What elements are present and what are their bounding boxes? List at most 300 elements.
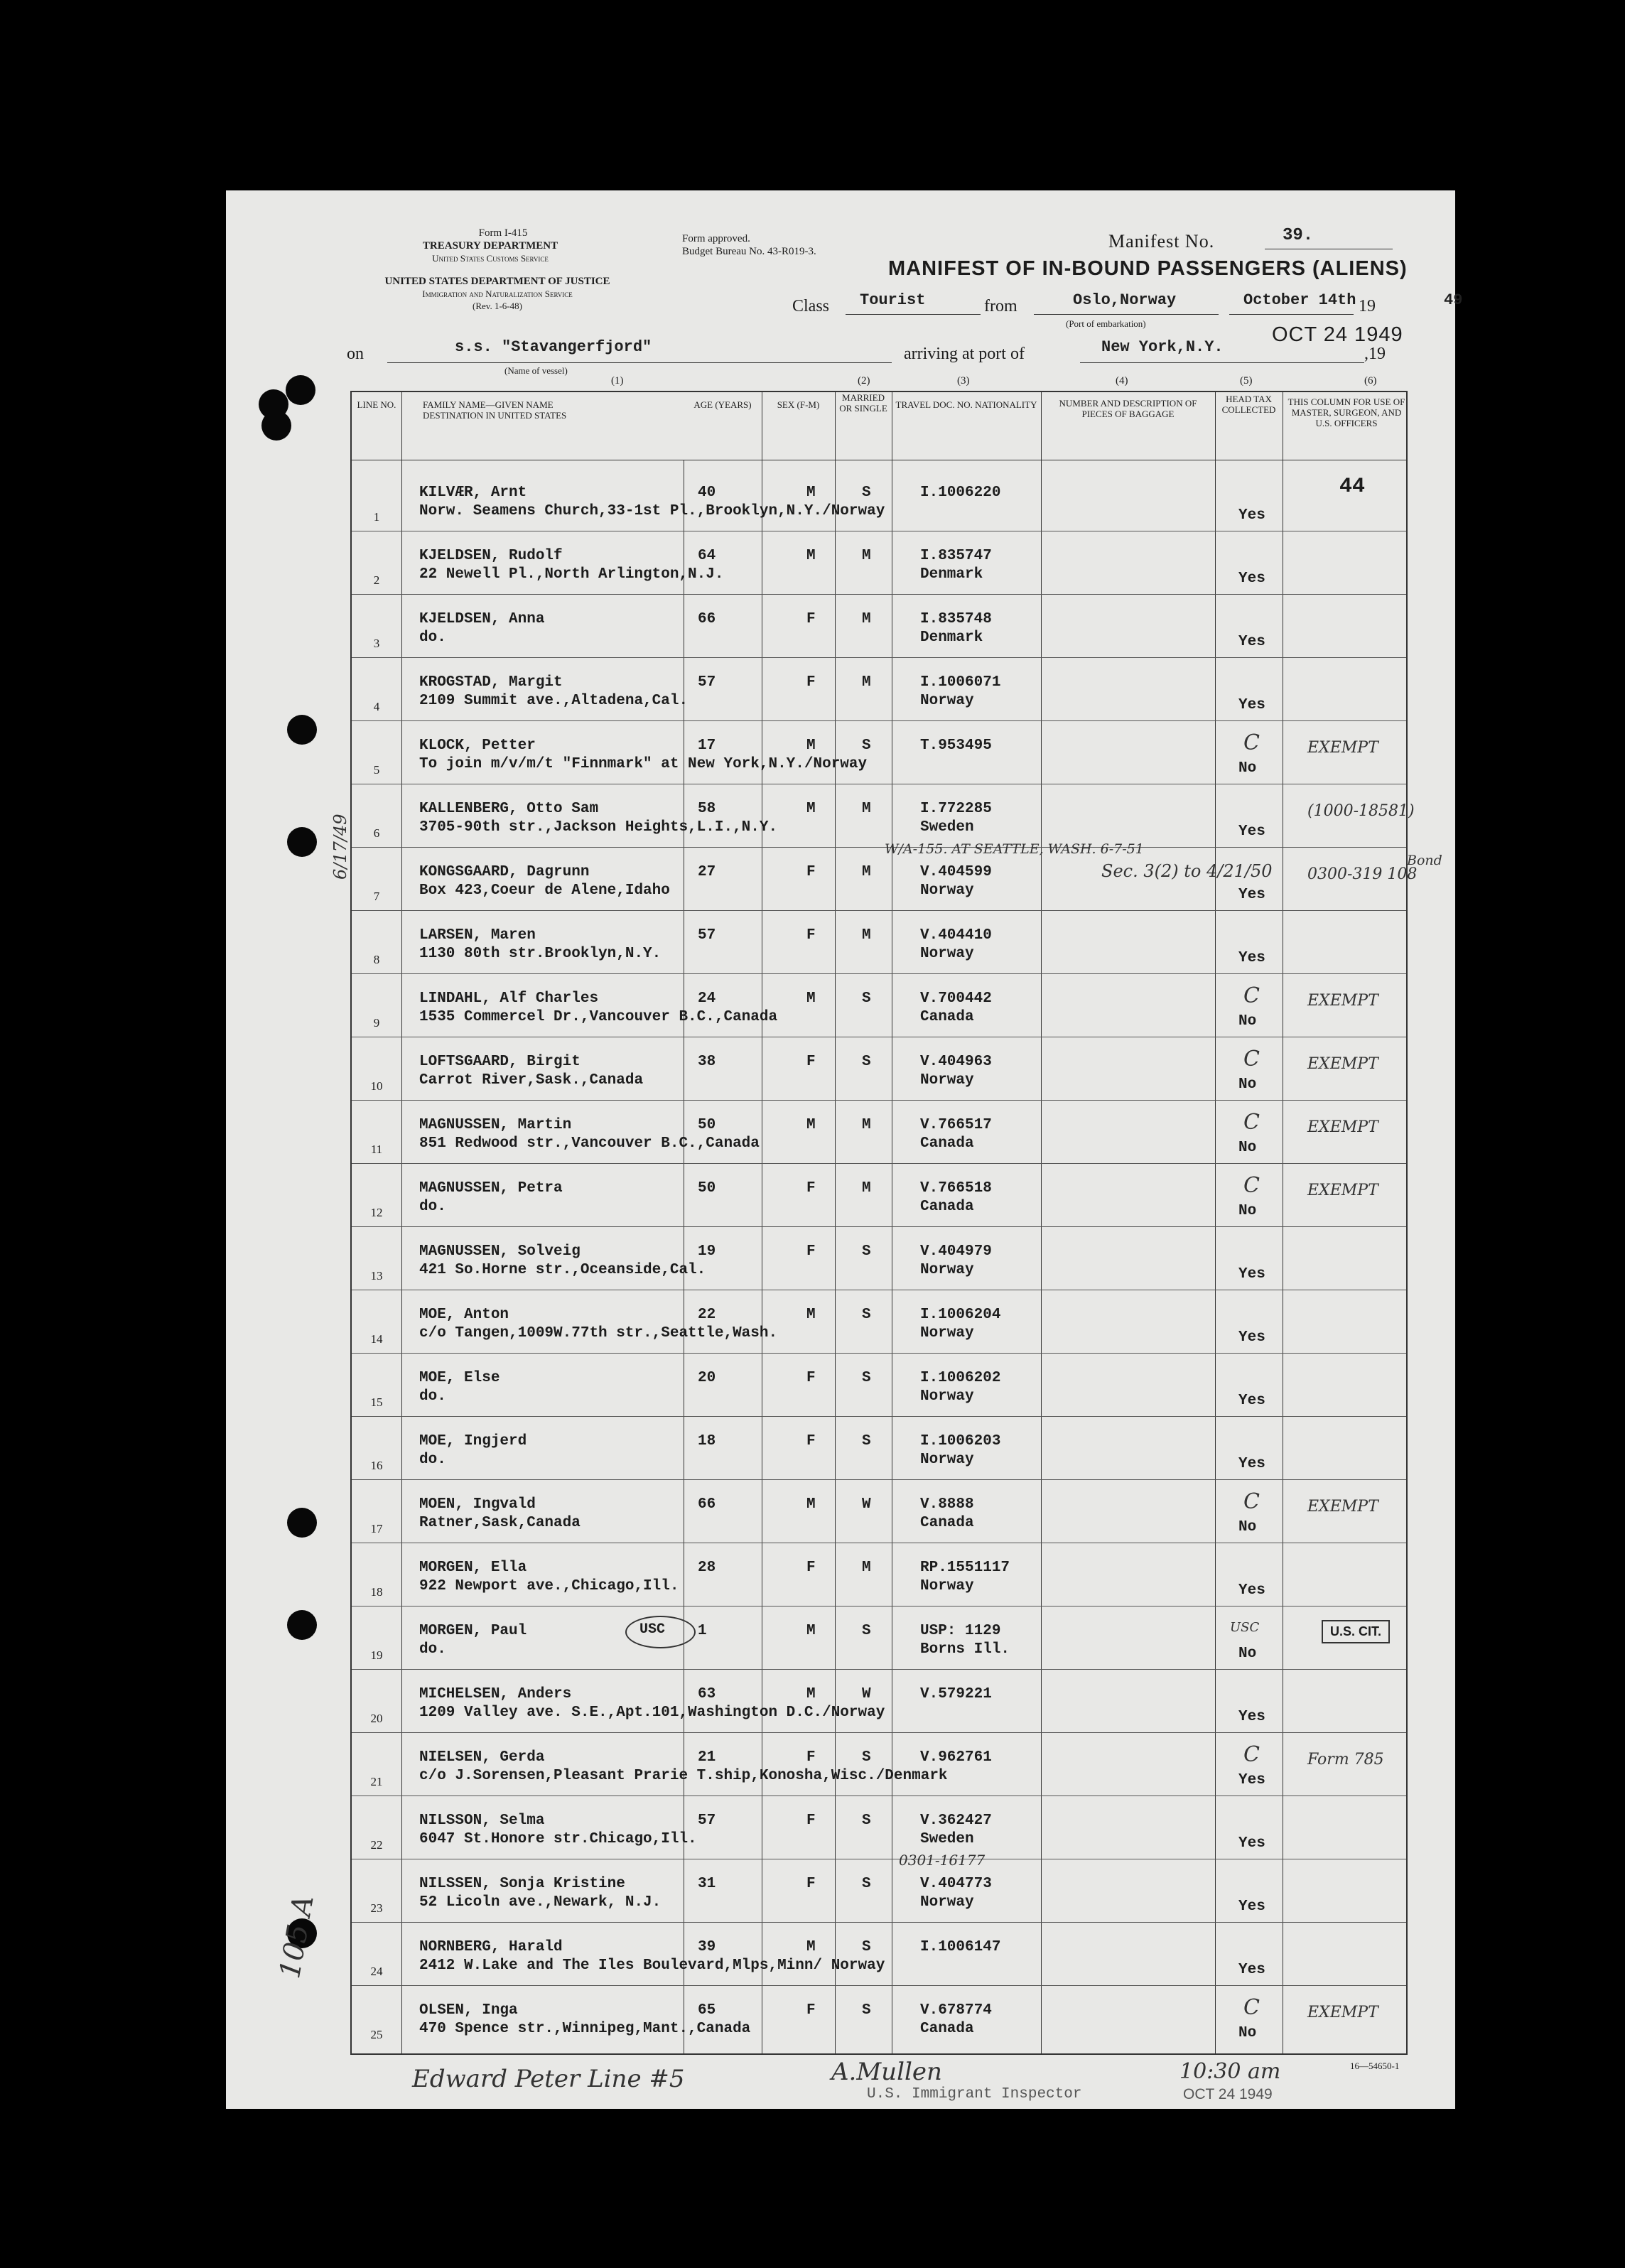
age: 63 bbox=[698, 1686, 716, 1702]
line-number: 6 bbox=[373, 826, 380, 840]
passenger-name: LOFTSGAARD, Birgit bbox=[419, 1054, 581, 1070]
head-tax: Yes bbox=[1238, 634, 1265, 650]
nationality: Norway bbox=[920, 1072, 974, 1089]
age: 17 bbox=[698, 738, 716, 754]
table-row bbox=[352, 1425, 1406, 1488]
table-row bbox=[352, 1298, 1406, 1361]
passenger-name: MOE, Ingjerd bbox=[419, 1433, 527, 1449]
travel-doc-no: I.1006202 bbox=[920, 1370, 1001, 1386]
line-number: 5 bbox=[373, 763, 380, 777]
passenger-name: MOE, Else bbox=[419, 1370, 500, 1386]
destination: do. bbox=[419, 1199, 446, 1215]
destination: Ratner,Sask,Canada bbox=[419, 1515, 581, 1531]
marital-status: M bbox=[862, 611, 871, 627]
head-tax-mark: C bbox=[1243, 983, 1260, 1008]
arrival-date-stamp: OCT 24 1949 bbox=[1272, 323, 1403, 346]
vessel-caption: (Name of vessel) bbox=[504, 365, 568, 376]
sex: F bbox=[806, 1813, 816, 1829]
row-divider bbox=[352, 1985, 1406, 1986]
line-number: 16 bbox=[370, 1459, 383, 1472]
col-num-6: (6) bbox=[1364, 375, 1377, 387]
marital-status: S bbox=[862, 1307, 871, 1323]
destination: do. bbox=[419, 630, 446, 646]
destination: 470 Spence str.,Winnipeg,Mant.,Canada bbox=[419, 2021, 751, 2037]
age: 28 bbox=[698, 1560, 716, 1576]
head-tax-mark: C bbox=[1243, 730, 1260, 755]
officer-note: EXEMPT bbox=[1307, 2004, 1378, 2021]
sex: M bbox=[806, 1623, 816, 1639]
marital-status: S bbox=[862, 485, 871, 501]
passenger-name: NILSSON, Selma bbox=[419, 1813, 545, 1829]
destination: 1209 Valley ave. S.E.,Apt.101,Washington D.C./Norway bbox=[419, 1705, 885, 1721]
margin-date-note: 6/17/49 bbox=[330, 814, 350, 880]
destination: 2109 Summit ave.,Altadena,Cal. bbox=[419, 693, 689, 709]
passenger-name: LARSEN, Maren bbox=[419, 927, 536, 944]
margin-note: 105 A bbox=[274, 1892, 320, 1981]
travel-doc-no: V.362427 bbox=[920, 1813, 992, 1829]
officer-note: Form 785 bbox=[1307, 1751, 1384, 1768]
passenger-name: OLSEN, Inga bbox=[419, 2002, 518, 2019]
row-divider bbox=[352, 1732, 1406, 1733]
line-number: 3 bbox=[373, 637, 380, 650]
line-number: 17 bbox=[370, 1522, 383, 1535]
table-row bbox=[352, 1867, 1406, 1930]
destination: 3705-90th str.,Jackson Heights,L.I.,N.Y. bbox=[419, 819, 778, 836]
age: 38 bbox=[698, 1054, 716, 1070]
table-row bbox=[352, 1994, 1406, 2057]
marital-status: M bbox=[862, 548, 871, 564]
head-tax-mark: C bbox=[1243, 1995, 1260, 2020]
line-number: 14 bbox=[370, 1332, 383, 1346]
table-row bbox=[352, 982, 1406, 1045]
line-number: 15 bbox=[370, 1395, 383, 1409]
travel-doc-no: V.678774 bbox=[920, 2002, 992, 2019]
head-tax: Yes bbox=[1238, 697, 1265, 713]
row-divider bbox=[352, 1353, 1406, 1354]
destination: 421 So.Horne str.,Oceanside,Cal. bbox=[419, 1262, 706, 1278]
row-divider bbox=[352, 847, 1406, 848]
age: 50 bbox=[698, 1180, 716, 1197]
travel-doc-no: V.700442 bbox=[920, 990, 992, 1007]
sex: F bbox=[806, 1433, 816, 1449]
sex: M bbox=[806, 1117, 816, 1133]
dept-of-justice: UNITED STATES DEPARTMENT OF JUSTICE bbox=[384, 276, 610, 287]
inspector-signature: A.Mullen bbox=[831, 2058, 942, 2086]
table-row bbox=[352, 1361, 1406, 1425]
head-tax: Yes bbox=[1238, 1962, 1265, 1978]
passenger-name: LINDAHL, Alf Charles bbox=[419, 990, 599, 1007]
sex: F bbox=[806, 674, 816, 691]
port-of-embarkation: Oslo,Norway bbox=[1073, 291, 1177, 309]
marital-status: M bbox=[862, 1180, 871, 1197]
vessel-name: s.s. "Stavangerfjord" bbox=[455, 338, 652, 356]
officer-note: EXEMPT bbox=[1307, 1118, 1378, 1136]
head-tax: No bbox=[1238, 1076, 1257, 1093]
row-divider bbox=[352, 720, 1406, 721]
age: 57 bbox=[698, 927, 716, 944]
class-label: Class bbox=[792, 297, 830, 315]
year-suffix: ,19 bbox=[1364, 345, 1386, 363]
table-row bbox=[352, 1172, 1406, 1235]
passenger-name: NIELSEN, Gerda bbox=[419, 1749, 545, 1766]
head-tax: Yes bbox=[1238, 1266, 1265, 1282]
nationality: Norway bbox=[920, 693, 974, 709]
head-tax: Yes bbox=[1238, 950, 1265, 966]
nationality: Norway bbox=[920, 1578, 974, 1594]
punch-hole bbox=[287, 715, 317, 745]
row-divider bbox=[352, 594, 1406, 595]
sex: F bbox=[806, 1749, 816, 1766]
class-value: Tourist bbox=[860, 291, 926, 309]
travel-doc-no: I.835747 bbox=[920, 548, 992, 564]
line-number: 22 bbox=[370, 1838, 383, 1852]
sex: M bbox=[806, 738, 816, 754]
line-number: 18 bbox=[370, 1585, 383, 1599]
head-tax-mark: C bbox=[1243, 1110, 1260, 1135]
marital-status: M bbox=[862, 1117, 871, 1133]
line-number: 7 bbox=[373, 890, 380, 903]
passenger-name: KALLENBERG, Otto Sam bbox=[419, 801, 599, 817]
marital-status: S bbox=[862, 990, 871, 1007]
passenger-name: MICHELSEN, Anders bbox=[419, 1686, 572, 1702]
line-number: 8 bbox=[373, 953, 380, 966]
travel-doc-no: V.579221 bbox=[920, 1686, 992, 1702]
col-header-line: LINE NO. bbox=[357, 399, 396, 410]
head-tax: No bbox=[1238, 760, 1257, 777]
manifest-no: 39. bbox=[1283, 226, 1314, 245]
passenger-name: MORGEN, Paul bbox=[419, 1623, 527, 1639]
nationality: Norway bbox=[920, 946, 974, 962]
form-number: Form I-415 bbox=[478, 227, 528, 239]
travel-doc-no: V.766518 bbox=[920, 1180, 992, 1197]
destination: 922 Newport ave.,Chicago,Ill. bbox=[419, 1578, 679, 1594]
sex: M bbox=[806, 801, 816, 817]
nationality: Norway bbox=[920, 1388, 974, 1405]
head-tax: Yes bbox=[1238, 1835, 1265, 1852]
age: 24 bbox=[698, 990, 716, 1007]
age: 20 bbox=[698, 1370, 716, 1386]
travel-doc-no: T.953495 bbox=[920, 738, 992, 754]
sex: M bbox=[806, 548, 816, 564]
head-tax: Yes bbox=[1238, 1393, 1265, 1409]
destination: Carrot River,Sask.,Canada bbox=[419, 1072, 644, 1089]
travel-doc-no: V.8888 bbox=[920, 1496, 974, 1513]
line-number: 9 bbox=[373, 1016, 380, 1030]
row-divider bbox=[352, 1226, 1406, 1227]
destination: 1130 80th str.Brooklyn,N.Y. bbox=[419, 946, 662, 962]
seattle-annotation: W/A-155. AT SEATTLE, WASH. 6-7-51 bbox=[885, 841, 1144, 857]
col-num-3: (3) bbox=[957, 375, 970, 387]
from-label: from bbox=[984, 297, 1017, 315]
row-divider bbox=[352, 1922, 1406, 1923]
marital-status: W bbox=[862, 1496, 871, 1513]
nationality: Denmark bbox=[920, 566, 983, 583]
sex: F bbox=[806, 1560, 816, 1576]
destination: do. bbox=[419, 1641, 446, 1658]
table-row bbox=[352, 792, 1415, 855]
line-number: 4 bbox=[373, 700, 380, 713]
col-header-married: MARRIED OR SINGLE bbox=[839, 392, 887, 414]
passenger-name: MOE, Anton bbox=[419, 1307, 509, 1323]
age: 27 bbox=[698, 864, 716, 880]
col-header-name: FAMILY NAME—GIVEN NAME DESTINATION IN UNITED STATES bbox=[423, 399, 567, 421]
head-tax-mark: USC bbox=[1230, 1620, 1260, 1635]
age: 39 bbox=[698, 1939, 716, 1955]
head-tax: No bbox=[1238, 1519, 1257, 1535]
customs-service: United States Customs Service bbox=[432, 253, 549, 264]
line-number: 12 bbox=[370, 1206, 383, 1219]
table-row bbox=[352, 603, 1406, 666]
marital-status: S bbox=[862, 738, 871, 754]
head-tax-mark: C bbox=[1243, 1047, 1260, 1071]
travel-doc-no: I.772285 bbox=[920, 801, 992, 817]
marital-status: S bbox=[862, 2002, 871, 2019]
destination: Norw. Seamens Church,33-1st Pl.,Brooklyn,N.Y./Norway bbox=[419, 503, 885, 519]
col-header-travel-doc: TRAVEL DOC. NO. NATIONALITY bbox=[895, 399, 1037, 410]
sex: M bbox=[806, 1307, 816, 1323]
head-tax: No bbox=[1238, 2025, 1257, 2041]
punch-hole bbox=[287, 1610, 317, 1640]
age: 19 bbox=[698, 1243, 716, 1260]
head-tax: Yes bbox=[1238, 887, 1265, 903]
destination: 1535 Commercel Dr.,Vancouver B.C.,Canada bbox=[419, 1009, 778, 1025]
head-tax: No bbox=[1238, 1203, 1257, 1219]
nationality: Norway bbox=[920, 1894, 974, 1911]
nationality: Norway bbox=[920, 1262, 974, 1278]
year-prefix: 19 bbox=[1359, 297, 1376, 315]
col-num-1: (1) bbox=[611, 375, 624, 387]
file-number-annotation: 0301-16177 bbox=[899, 1852, 986, 1869]
travel-doc-no: V.404963 bbox=[920, 1054, 992, 1070]
passenger-name: NORNBERG, Harald bbox=[419, 1939, 563, 1955]
head-tax: Yes bbox=[1238, 1456, 1265, 1472]
travel-doc-no: V.404773 bbox=[920, 1876, 992, 1892]
passenger-name: KJELDSEN, Rudolf bbox=[419, 548, 563, 564]
passenger-name: MAGNUSSEN, Solveig bbox=[419, 1243, 581, 1260]
marital-status: S bbox=[862, 1749, 871, 1766]
destination: 851 Redwood str.,Vancouver B.C.,Canada bbox=[419, 1135, 760, 1152]
col-num-2: (2) bbox=[858, 375, 870, 387]
table-row bbox=[352, 1678, 1406, 1741]
age: 66 bbox=[698, 611, 716, 627]
officer-note: EXEMPT bbox=[1307, 1182, 1378, 1199]
sex: F bbox=[806, 1876, 816, 1892]
sex: F bbox=[806, 927, 816, 944]
sex: F bbox=[806, 2002, 816, 2019]
sex: M bbox=[806, 1496, 816, 1513]
passenger-name: KILVÆR, Arnt bbox=[419, 485, 527, 501]
travel-doc-no: V.962761 bbox=[920, 1749, 992, 1766]
table-row bbox=[352, 1235, 1406, 1298]
travel-doc-no: I.1006220 bbox=[920, 485, 1001, 501]
revision: (Rev. 1-6-48) bbox=[473, 301, 522, 311]
line-number: 24 bbox=[370, 1965, 383, 1978]
marital-status: M bbox=[862, 864, 871, 880]
col-header-sex: SEX (F-M) bbox=[777, 399, 820, 410]
inspection-time: 10:30 am bbox=[1179, 2059, 1281, 2084]
col-header-baggage: NUMBER AND DESCRIPTION OF PIECES OF BAGGAGE bbox=[1059, 398, 1197, 419]
table-row bbox=[352, 476, 1406, 539]
nationality: Sweden bbox=[920, 1831, 974, 1847]
officer-note: 0300-319 108 bbox=[1307, 865, 1418, 883]
line-number: 13 bbox=[370, 1269, 383, 1282]
marital-status: S bbox=[862, 1054, 871, 1070]
usc-label: USC bbox=[639, 1621, 666, 1638]
table-row bbox=[352, 1614, 1406, 1678]
row-divider bbox=[352, 1669, 1406, 1670]
row-divider bbox=[352, 910, 1406, 911]
travel-doc-no: V.404410 bbox=[920, 927, 992, 944]
table-row bbox=[352, 919, 1406, 982]
on-label: on bbox=[347, 345, 364, 363]
print-code: 16—54650-1 bbox=[1350, 2061, 1400, 2071]
manifest-no-label: Manifest No. bbox=[1108, 231, 1215, 252]
destination: do. bbox=[419, 1452, 446, 1468]
nationality: Norway bbox=[920, 882, 974, 899]
nationality: Norway bbox=[920, 1452, 974, 1468]
age: 1 bbox=[698, 1623, 707, 1639]
age: 58 bbox=[698, 801, 716, 817]
table-row bbox=[352, 1551, 1406, 1614]
head-tax: Yes bbox=[1238, 1772, 1265, 1788]
row-divider bbox=[352, 973, 1406, 974]
travel-doc-no: USP: 1129 bbox=[920, 1623, 1001, 1639]
bond-annotation: Bond bbox=[1407, 853, 1442, 868]
head-tax: Yes bbox=[1238, 571, 1265, 587]
passenger-name: NILSSEN, Sonja Kristine bbox=[419, 1876, 625, 1892]
destination: Box 423,Coeur de Alene,Idaho bbox=[419, 882, 670, 899]
line-number: 10 bbox=[370, 1079, 383, 1093]
destination: 52 Licoln ave.,Newark, N.J. bbox=[419, 1894, 662, 1911]
sex: M bbox=[806, 1939, 816, 1955]
officer-note: (1000-18581) bbox=[1307, 802, 1415, 820]
sex: F bbox=[806, 1370, 816, 1386]
sex: F bbox=[806, 1054, 816, 1070]
travel-doc-no: I.1006071 bbox=[920, 674, 1001, 691]
inspector-label: U.S. Immigrant Inspector bbox=[867, 2086, 1082, 2102]
row-divider bbox=[352, 1479, 1406, 1480]
punch-hole bbox=[287, 827, 317, 857]
travel-doc-no: I.1006203 bbox=[920, 1433, 1001, 1449]
nationality: Canada bbox=[920, 1009, 974, 1025]
line-number: 2 bbox=[373, 573, 380, 587]
passenger-name: KLOCK, Petter bbox=[419, 738, 536, 754]
officer-note: EXEMPT bbox=[1307, 739, 1378, 757]
line-number: 11 bbox=[370, 1143, 383, 1156]
head-tax-mark: C bbox=[1243, 1173, 1260, 1198]
table-row bbox=[352, 1045, 1406, 1108]
line-number: 23 bbox=[370, 1901, 383, 1915]
col-num-5: (5) bbox=[1240, 375, 1253, 387]
officer-note: EXEMPT bbox=[1307, 1498, 1378, 1516]
nationality: Borns Ill. bbox=[920, 1641, 1010, 1658]
head-tax: Yes bbox=[1238, 1582, 1265, 1599]
budget-bureau: Budget Bureau No. 43-R019-3. bbox=[682, 246, 816, 257]
passenger-name: KONGSGAARD, Dagrunn bbox=[419, 864, 590, 880]
head-tax: Yes bbox=[1238, 1329, 1265, 1346]
age: 65 bbox=[698, 2002, 716, 2019]
passenger-name: MORGEN, Ella bbox=[419, 1560, 527, 1576]
marital-status: M bbox=[862, 927, 871, 944]
nationality: Canada bbox=[920, 1199, 974, 1215]
head-tax: Yes bbox=[1238, 824, 1265, 840]
sex: F bbox=[806, 1243, 816, 1260]
punch-hole bbox=[287, 1508, 317, 1538]
table-row bbox=[352, 1804, 1406, 1867]
marital-status: M bbox=[862, 1560, 871, 1576]
head-tax-mark: C bbox=[1243, 1742, 1260, 1767]
head-tax: Yes bbox=[1238, 1709, 1265, 1725]
officer-note: 44 bbox=[1339, 475, 1366, 499]
head-tax-mark: C bbox=[1243, 1489, 1260, 1514]
officer-note: EXEMPT bbox=[1307, 992, 1378, 1010]
marital-status: W bbox=[862, 1686, 871, 1702]
nationality: Canada bbox=[920, 1515, 974, 1531]
marital-status: M bbox=[862, 674, 871, 691]
age: 64 bbox=[698, 548, 716, 564]
destination: c/o J.Sorensen,Pleasant Prarie T.ship,Konosha,Wisc./Denmark bbox=[419, 1768, 948, 1784]
officer-note: EXEMPT bbox=[1307, 1055, 1378, 1073]
travel-doc-no: I.835748 bbox=[920, 611, 992, 627]
col-num-4: (4) bbox=[1116, 375, 1128, 387]
travel-doc-no: V.404599 bbox=[920, 864, 992, 880]
age: 18 bbox=[698, 1433, 716, 1449]
head-tax: No bbox=[1238, 1140, 1257, 1156]
table-row bbox=[352, 1930, 1406, 1994]
line-number: 1 bbox=[373, 510, 380, 524]
head-tax: No bbox=[1238, 1013, 1257, 1030]
destination: do. bbox=[419, 1388, 446, 1405]
destination: 6047 St.Honore str.Chicago,Ill. bbox=[419, 1831, 697, 1847]
nationality: Canada bbox=[920, 2021, 974, 2037]
marital-status: S bbox=[862, 1433, 871, 1449]
section-annotation: Sec. 3(2) to 4/21/50 bbox=[1101, 861, 1273, 881]
head-tax: No bbox=[1238, 1646, 1257, 1662]
marital-status: M bbox=[862, 801, 871, 817]
nationality: Sweden bbox=[920, 819, 974, 836]
sex: M bbox=[806, 1686, 816, 1702]
age: 57 bbox=[698, 1813, 716, 1829]
arriving-label: arriving at port of bbox=[904, 345, 1025, 363]
departure-date: October 14th bbox=[1243, 291, 1356, 309]
col-header-age: AGE (YEARS) bbox=[693, 399, 752, 410]
sex: F bbox=[806, 864, 816, 880]
punch-hole bbox=[286, 375, 315, 405]
passenger-name: MAGNUSSEN, Martin bbox=[419, 1117, 572, 1133]
travel-doc-no: RP.1551117 bbox=[920, 1560, 1010, 1576]
travel-doc-no: I.1006147 bbox=[920, 1939, 1001, 1955]
arrival-port: New York,N.Y. bbox=[1101, 338, 1224, 356]
marital-status: S bbox=[862, 1939, 871, 1955]
nationality: Canada bbox=[920, 1135, 974, 1152]
passenger-name: KROGSTAD, Margit bbox=[419, 674, 563, 691]
line-number: 20 bbox=[370, 1712, 383, 1725]
sex: F bbox=[806, 1180, 816, 1197]
punch-hole bbox=[261, 411, 291, 441]
marital-status: S bbox=[862, 1876, 871, 1892]
table-row bbox=[352, 666, 1406, 729]
form-approved: Form approved. bbox=[682, 233, 750, 244]
sex: M bbox=[806, 990, 816, 1007]
age: 22 bbox=[698, 1307, 716, 1323]
marital-status: S bbox=[862, 1243, 871, 1260]
table-row bbox=[352, 1488, 1406, 1551]
row-divider bbox=[352, 1163, 1406, 1164]
marital-status: S bbox=[862, 1370, 871, 1386]
nationality: Denmark bbox=[920, 630, 983, 646]
row-divider bbox=[352, 657, 1406, 658]
travel-doc-no: V.766517 bbox=[920, 1117, 992, 1133]
